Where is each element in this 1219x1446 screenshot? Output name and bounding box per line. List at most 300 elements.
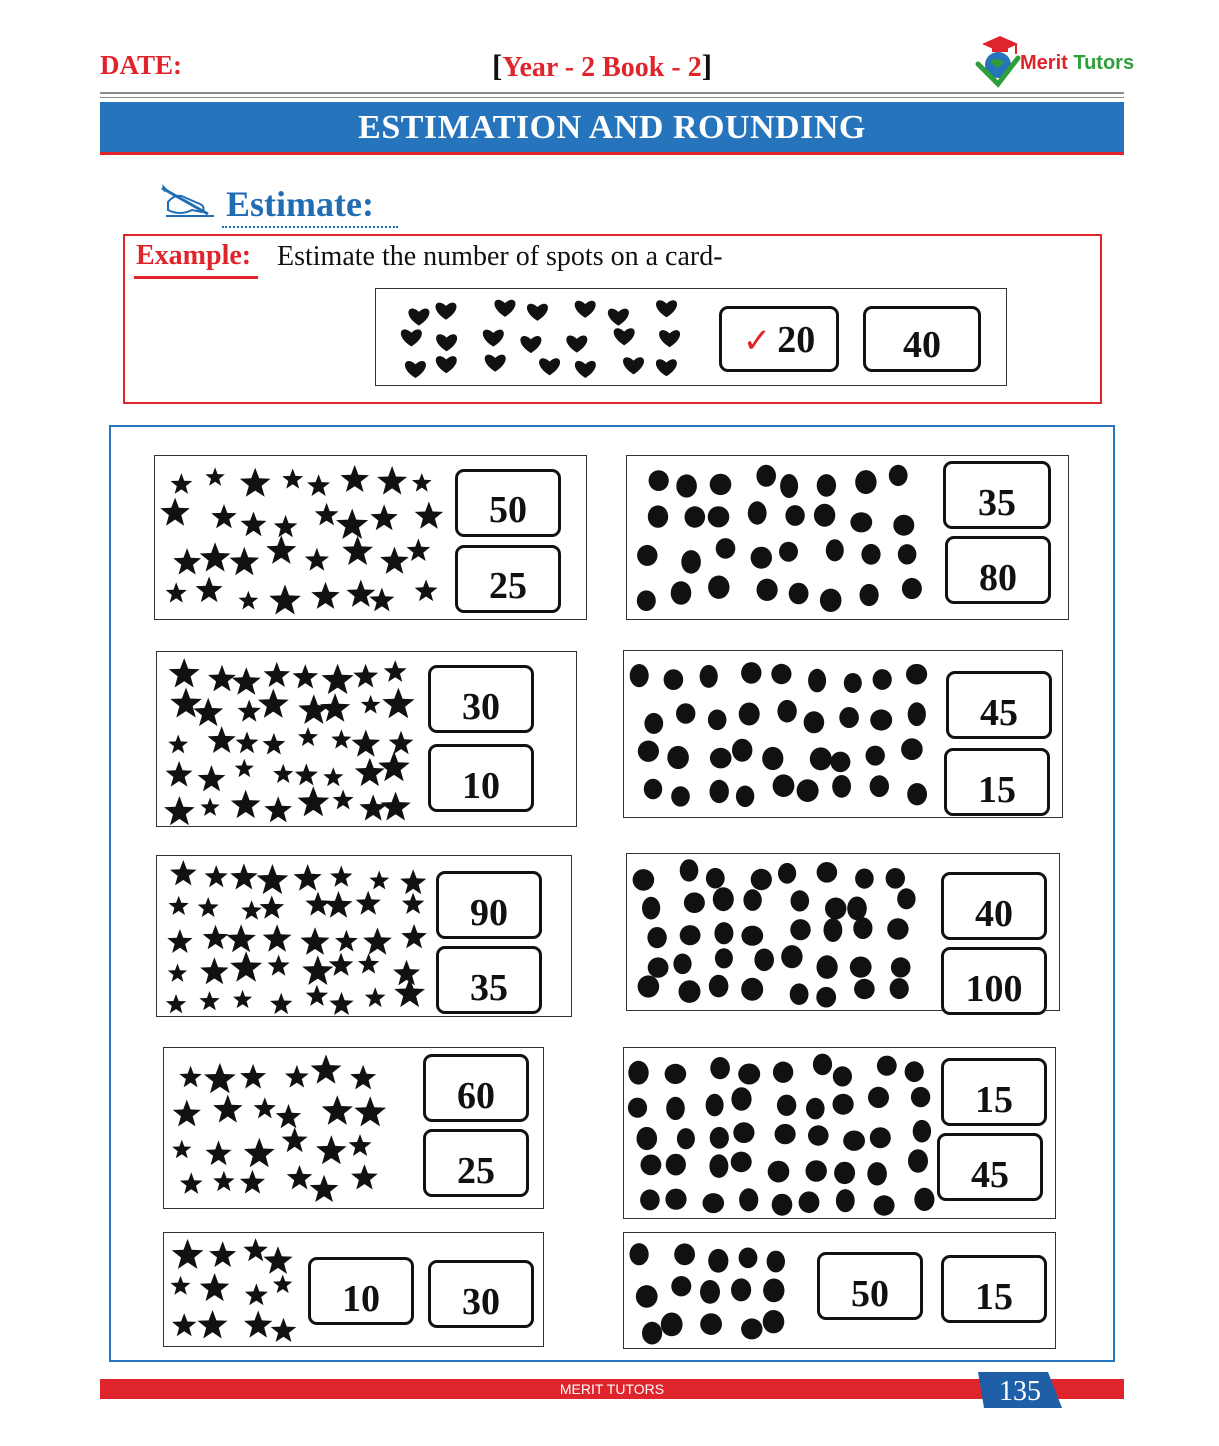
exercise-1-star [407, 539, 431, 562]
exercise-10-dot [674, 1243, 695, 1265]
exercise-6-option-1[interactable]: 40 [941, 872, 1047, 940]
exercise-8-dot [628, 1098, 647, 1118]
exercise-5-star [365, 987, 386, 1007]
exercise-8-dot [641, 1155, 662, 1176]
logo-text: Merit Tutors [1020, 52, 1135, 74]
exercise-3-option-1[interactable]: 30 [428, 665, 534, 733]
exercise-1-star [415, 502, 444, 529]
exercise-2-dot [893, 515, 914, 536]
exercise-7-star [213, 1171, 235, 1191]
exercise-5-star [300, 927, 329, 955]
exercise-8-dot [806, 1098, 825, 1120]
exercise-9-star [198, 1310, 228, 1339]
section-title: Estimate: [226, 184, 374, 224]
exercise-4-dot [804, 711, 825, 733]
exercise-8-dot [834, 1162, 855, 1184]
exercise-5-star [358, 953, 379, 973]
exercise-8-dot [772, 1194, 793, 1216]
exercise-5-star [325, 891, 353, 918]
exercise-3-star [352, 730, 381, 757]
example-label: Example: [136, 240, 252, 271]
exercise-10-dot [763, 1310, 785, 1333]
exercise-2-dot [751, 547, 772, 569]
exercise-6-dot [778, 863, 796, 884]
exercise-3-star [231, 790, 261, 818]
example-heart [401, 329, 422, 346]
exercise-8-dot [666, 1097, 685, 1120]
exercise-3-star [382, 688, 414, 719]
exercise-5-star [170, 860, 197, 885]
exercise-9-star [273, 1275, 293, 1294]
exercise-7-option-1[interactable]: 60 [423, 1054, 529, 1122]
exercise-5-star [393, 960, 420, 986]
exercise-8-dot [868, 1087, 889, 1108]
exercise-5-star [169, 896, 189, 915]
exercise-2-dot [861, 544, 880, 565]
exercise-1-option-1[interactable]: 50 [455, 469, 561, 537]
exercise-4-dot [644, 713, 663, 734]
exercise-4-dot [741, 662, 761, 684]
exercise-8-dot [637, 1127, 658, 1150]
exercise-7-star [204, 1063, 236, 1093]
exercise-1-star [239, 591, 259, 610]
exercise-3-star [355, 758, 385, 786]
exercise-5-star [200, 957, 228, 984]
example-heart [405, 361, 426, 378]
exercise-9-star [171, 1276, 191, 1295]
exercise-8-dot [666, 1154, 686, 1176]
exercise-3-star [298, 727, 318, 746]
exercise-5-star [205, 865, 228, 887]
exercise-5-star [401, 924, 427, 949]
exercise-4-dot [844, 673, 862, 693]
exercise-9-star [200, 1273, 230, 1301]
exercise-4-dot [762, 747, 783, 770]
exercise-5-star [167, 929, 192, 953]
exercise-card-2 [626, 455, 1069, 620]
exercise-5-star [306, 985, 328, 1006]
page-title: ESTIMATION AND ROUNDING [358, 109, 866, 146]
exercise-1-star [166, 582, 187, 602]
exercise-4-dot [667, 746, 689, 769]
exercise-6-dot [791, 890, 810, 911]
exercise-4-dot [664, 669, 684, 690]
example-heart [566, 336, 587, 353]
exercise-2-dot [676, 474, 697, 497]
exercise-6-dot [713, 887, 734, 911]
exercise-3-star [200, 798, 219, 816]
exercise-8-dot [833, 1094, 854, 1115]
exercise-4-dot [638, 741, 659, 762]
exercise-6-dot [824, 918, 843, 942]
exercise-1-star [274, 515, 298, 537]
exercise-6-dot [642, 897, 660, 920]
exercise-2-dot [756, 465, 776, 487]
exercise-card-4 [623, 650, 1063, 818]
exercise-7-star [213, 1095, 243, 1123]
exercise-card-3 [156, 651, 577, 827]
exercise-3-star [232, 667, 261, 695]
exercise-5-star [203, 925, 229, 950]
exercise-5-star [400, 869, 426, 894]
exercise-8-dot [911, 1087, 930, 1107]
exercise-9-star [244, 1311, 273, 1338]
exercise-2-dot [649, 470, 669, 491]
exercise-3-star [238, 700, 261, 722]
check-mark-icon: ✓ [742, 323, 772, 360]
exercise-10-option-1[interactable]: 50 [817, 1252, 923, 1320]
exercise-8-option-2[interactable]: 45 [937, 1133, 1043, 1201]
exercise-6-dot [680, 859, 699, 881]
exercise-1-star [269, 584, 301, 614]
exercise-card-7 [163, 1047, 544, 1209]
book-bracket-close: ] [701, 48, 713, 83]
exercise-8-dot [731, 1152, 752, 1173]
exercise-7-star [206, 1140, 232, 1165]
example-heart [656, 359, 677, 376]
example-heart [614, 328, 635, 345]
exercise-6-dot [850, 957, 872, 978]
exercise-5-star [335, 930, 358, 952]
exercise-8-dot [813, 1054, 832, 1076]
exercise-8-dot [773, 1062, 793, 1083]
exercise-8-dot [710, 1127, 729, 1149]
exercise-5-star [356, 891, 381, 915]
exercise-8-dot [908, 1149, 928, 1173]
exercise-4-dot [873, 669, 892, 690]
exercise-2-dot [648, 505, 668, 527]
exercise-9-option-2[interactable]: 30 [428, 1260, 534, 1328]
exercise-6-dot [887, 918, 908, 940]
exercise-9-star [271, 1318, 297, 1342]
exercise-8-dot [665, 1189, 686, 1210]
exercise-6-dot [715, 948, 733, 968]
exercise-5-star [402, 893, 424, 914]
exercise-6-dot [790, 983, 809, 1005]
exercise-8-dot [914, 1188, 934, 1211]
exercise-5-star [329, 953, 354, 976]
exercise-5-star [363, 927, 392, 954]
exercise-1-star [311, 582, 339, 609]
exercise-8-dot [628, 1061, 648, 1085]
exercise-5-star [230, 863, 258, 889]
exercise-1-star [241, 512, 267, 537]
exercise-4-dot [710, 748, 732, 769]
exercise-8-dot [808, 1125, 829, 1145]
exercise-card-10 [623, 1232, 1056, 1349]
exercise-4-dot [708, 710, 727, 731]
exercise-8-dot [731, 1087, 751, 1111]
exercise-card-9 [163, 1232, 544, 1347]
exercise-6-dot [741, 978, 763, 1001]
exercise-2-dot [681, 550, 701, 574]
example-heart [575, 301, 596, 318]
exercise-3-star [333, 790, 354, 810]
exercise-5-option-2[interactable]: 35 [436, 946, 542, 1014]
exercise-4-dot [866, 746, 885, 766]
exercise-9-star [172, 1239, 204, 1269]
exercise-2-dot [757, 579, 778, 601]
exercise-6-dot [853, 917, 872, 939]
exercise-4-dot [908, 702, 926, 726]
exercise-5-star [270, 993, 292, 1014]
exercise-1-star [336, 509, 368, 540]
exercise-4-dot [832, 775, 851, 798]
exercise-4-option-2[interactable]: 15 [944, 748, 1050, 816]
exercise-3-star [166, 761, 193, 787]
exercise-8-dot [677, 1128, 695, 1149]
exercise-2-dot [780, 474, 798, 498]
exercise-6-dot [638, 975, 660, 997]
exercise-5-star [294, 864, 322, 891]
book-title: Year - 2 Book - 2 [502, 52, 702, 83]
exercise-5-star [369, 871, 389, 890]
exercise-2-dot [710, 474, 732, 495]
exercise-6-dot [816, 987, 836, 1008]
exercise-4-dot [771, 664, 791, 684]
exercise-6-dot [679, 980, 701, 1003]
example-heart [408, 309, 429, 326]
exercise-8-dot [836, 1189, 855, 1212]
exercise-2-dot [850, 512, 872, 532]
book-label [492, 48, 712, 84]
exercise-4-dot [777, 700, 796, 723]
exercise-1-option-2[interactable]: 25 [455, 545, 561, 613]
exercise-2-dot [671, 581, 692, 605]
exercise-4-dot [808, 669, 826, 693]
exercise-3-star [169, 658, 200, 687]
exercise-6-dot [706, 868, 725, 889]
exercise-6-dot [890, 978, 909, 999]
exercise-1-star [160, 498, 190, 526]
example-card [375, 288, 1007, 386]
exercise-7-star [351, 1164, 378, 1189]
exercise-10-dot [700, 1280, 720, 1304]
header-rule [100, 92, 1124, 94]
exercise-2-dot [820, 589, 842, 612]
exercise-2-dot [855, 470, 876, 494]
exercise-10-dot [731, 1278, 751, 1301]
exercise-3-star [322, 664, 354, 695]
exercise-2-option-2[interactable]: 80 [945, 536, 1051, 604]
exercise-3-star [170, 688, 202, 718]
exercise-7-star [254, 1097, 276, 1118]
exercise-4-dot [901, 738, 923, 760]
exercise-8-dot [870, 1127, 891, 1148]
header-rule-thin [100, 97, 1124, 98]
exercise-3-star [208, 726, 236, 753]
exercise-6-dot [647, 927, 666, 948]
exercise-3-star [293, 664, 319, 688]
exercise-6-dot [790, 919, 810, 940]
exercise-9-star [243, 1238, 267, 1261]
example-heart [520, 336, 541, 353]
exercise-9-option-1[interactable]: 10 [308, 1257, 414, 1325]
example-heart [485, 355, 506, 372]
example-option-2[interactable]: 40 [863, 306, 981, 372]
exercise-6-dot [891, 957, 911, 977]
exercise-7-option-2[interactable]: 25 [423, 1129, 529, 1197]
exercise-3-star [273, 764, 293, 783]
exercise-5-star [198, 897, 219, 917]
exercise-8-dot [709, 1154, 728, 1178]
example-underline [134, 276, 258, 279]
exercise-4-dot [810, 747, 832, 770]
exercise-2-dot [889, 465, 908, 486]
exercise-8-dot [710, 1057, 730, 1079]
exercise-4-dot [676, 703, 695, 724]
exercise-6-dot [847, 897, 867, 921]
exercise-4-dot [797, 779, 819, 802]
exercise-card-5 [156, 855, 572, 1017]
exercise-8-dot [665, 1064, 687, 1084]
exercise-7-star [350, 1065, 376, 1090]
exercise-5-star [305, 892, 330, 916]
exercise-5-option-1[interactable]: 90 [436, 871, 542, 939]
exercise-10-dot [630, 1243, 649, 1265]
exercise-7-star [244, 1138, 275, 1167]
exercise-1-star [230, 547, 260, 575]
exercise-8-option-1[interactable]: 15 [941, 1058, 1047, 1126]
exercise-7-star [240, 1170, 265, 1194]
exercise-5-star [226, 924, 256, 952]
exercise-10-dot [739, 1248, 758, 1269]
exercise-8-dot [843, 1131, 865, 1151]
exercise-9-star [209, 1241, 236, 1267]
exercise-1-star [346, 580, 375, 607]
exercise-1-star [415, 579, 438, 601]
example-heart [575, 361, 596, 378]
exercise-3-star [164, 796, 195, 825]
exercise-10-option-2[interactable]: 15 [941, 1255, 1047, 1323]
exercise-card-8 [623, 1047, 1056, 1219]
exercise-7-star [172, 1140, 191, 1158]
exercise-7-star [180, 1172, 203, 1194]
exercise-4-dot [710, 780, 729, 803]
exercise-4-dot [830, 752, 850, 773]
exercise-8-dot [768, 1161, 790, 1183]
exercise-6-dot [817, 862, 838, 883]
section-underline [222, 226, 398, 228]
exercise-6-dot [633, 869, 655, 891]
exercise-1-star [305, 548, 329, 571]
exercise-4-dot [839, 707, 859, 728]
exercise-2-dot [637, 590, 656, 611]
exercise-4-dot [870, 709, 892, 730]
exercise-10-dot [763, 1279, 784, 1303]
exercise-3-option-2[interactable]: 10 [428, 744, 534, 812]
exercise-6-dot [854, 979, 875, 999]
exercise-5-star [199, 991, 219, 1010]
exercise-1-star [205, 467, 224, 485]
exercise-6-dot [817, 955, 838, 979]
exercise-7-star [287, 1165, 313, 1189]
exercise-5-star [257, 864, 289, 894]
exercise-6-dot [754, 949, 774, 972]
exercise-3-star [258, 689, 289, 718]
exercise-6-option-2[interactable]: 100 [941, 947, 1047, 1015]
exercise-3-star [361, 695, 381, 714]
exercise-3-star [264, 796, 292, 822]
exercise-7-star [316, 1135, 347, 1164]
example-heart [659, 330, 680, 347]
exercise-2-option-1[interactable]: 35 [943, 461, 1051, 529]
exercise-3-star [380, 792, 411, 821]
exercise-2-dot [785, 505, 804, 526]
exercise-card-1 [154, 455, 587, 620]
exercise-card-6 [626, 853, 1060, 1011]
exercise-7-star [322, 1095, 353, 1125]
exercise-7-star [179, 1066, 202, 1087]
exercise-1-star [173, 548, 201, 575]
exercise-4-dot [739, 703, 760, 726]
exercise-10-dot [708, 1249, 728, 1273]
exercise-2-dot [902, 578, 922, 599]
exercise-7-star [240, 1064, 266, 1089]
exercise-5-star [263, 924, 292, 951]
exercise-3-star [236, 731, 259, 753]
exercise-8-dot [733, 1122, 754, 1143]
exercise-3-star [353, 664, 378, 688]
exercise-1-star [370, 504, 397, 530]
exercise-9-star [263, 1246, 292, 1274]
exercise-7-star [285, 1065, 309, 1088]
exercise-10-dot [671, 1276, 691, 1296]
exercise-3-star [378, 751, 410, 781]
exercise-2-dot [708, 576, 729, 599]
exercise-7-star [173, 1100, 201, 1127]
exercise-2-dot [826, 539, 844, 561]
exercise-5-star [302, 955, 333, 985]
exercise-8-dot [706, 1094, 724, 1117]
exercise-1-star [200, 542, 231, 571]
exercise-8-dot [874, 1195, 895, 1215]
exercise-4-dot [700, 665, 718, 688]
exercise-4-dot [732, 739, 752, 762]
exercise-5-star [329, 992, 353, 1015]
exercise-8-dot [913, 1120, 931, 1143]
exercise-8-dot [775, 1124, 796, 1144]
exercise-10-dot [642, 1322, 662, 1345]
exercise-5-star [166, 994, 186, 1013]
footer-text: MERIT TUTORS [559, 1381, 665, 1397]
exercise-5-star [260, 895, 285, 918]
exercise-1-star [171, 473, 193, 494]
exercise-1-star [196, 576, 223, 602]
exercise-4-dot [630, 664, 649, 687]
exercise-10-dot [767, 1251, 785, 1273]
example-heart [494, 300, 515, 317]
example-heart [436, 303, 457, 320]
example-option-1[interactable]: ✓ 20 [719, 306, 839, 372]
exercise-6-dot [741, 926, 763, 946]
example-heart [436, 334, 457, 351]
exercise-6-dot [855, 869, 874, 889]
exercise-1-star [315, 503, 339, 526]
exercise-1-star [380, 547, 409, 574]
exercise-2-dot [789, 583, 809, 605]
exercise-3-star [235, 759, 254, 777]
example-instruction: Estimate the number of spots on a card- [277, 241, 723, 272]
exercise-5-star [168, 964, 187, 982]
exercise-1-star [412, 473, 432, 492]
example-heart [436, 356, 457, 373]
exercise-4-option-1[interactable]: 45 [946, 671, 1052, 739]
exercise-6-dot [897, 888, 915, 909]
exercise-7-star [311, 1054, 342, 1083]
exercise-7-star [354, 1096, 386, 1126]
exercise-2-dot [716, 538, 736, 559]
